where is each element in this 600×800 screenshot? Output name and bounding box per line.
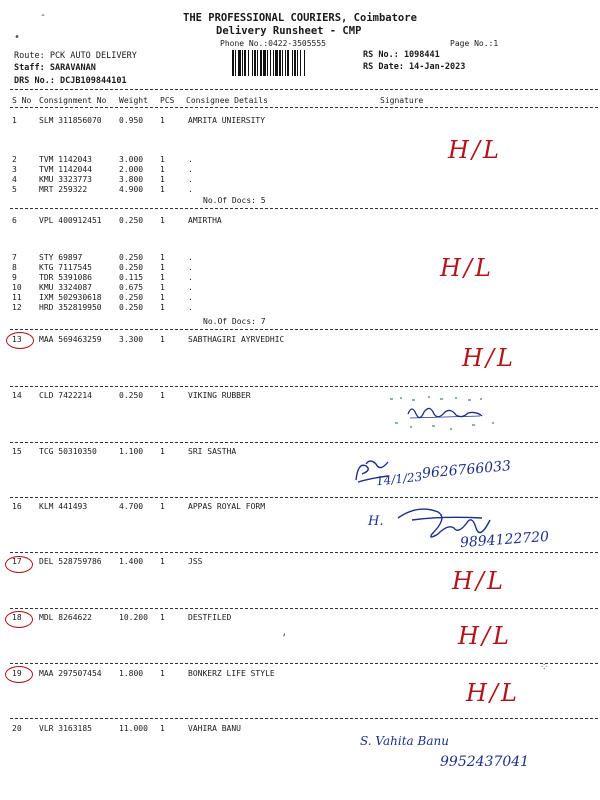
row-consignee: . [188, 253, 193, 262]
barcode-bar [300, 50, 301, 76]
divider [10, 442, 598, 443]
staff-label: Staff: [14, 63, 45, 73]
route-label: Route: PCK AUTO DELIVERY [14, 51, 137, 61]
signature-initial: H. [368, 514, 384, 529]
row-sno: 18 [12, 613, 22, 622]
row-consignment: SLM 311856070 [39, 116, 102, 125]
company-name: THE PROFESSIONAL COURIERS, Coimbatore [183, 12, 417, 24]
row-consignment: KLM 441493 [39, 502, 88, 511]
row-consignment: TVM 1142044 [39, 165, 92, 174]
row-pcs: 1 [160, 263, 165, 272]
row-consignment: HRD 352819950 [39, 303, 102, 312]
row-sno: 11 [12, 293, 22, 302]
row-consignee: . [188, 273, 193, 282]
divider [10, 107, 598, 108]
row-weight: 0.950 [119, 116, 144, 125]
row-consignment: VPL 400912451 [39, 216, 102, 225]
row-consignee: BONKERZ LIFE STYLE [188, 669, 275, 678]
row-sno: 6 [12, 216, 17, 225]
row-pcs: 1 [160, 391, 165, 400]
row-consignee: . [188, 175, 193, 184]
row-weight: 4.900 [119, 185, 144, 194]
row-consignment: CLD 7422214 [39, 391, 92, 400]
staff-line [14, 63, 96, 73]
row-weight: 3.300 [119, 335, 144, 344]
barcode-bar [287, 50, 289, 76]
barcode-bar [282, 50, 283, 76]
row-pcs: 1 [160, 185, 165, 194]
receiver-stamp [380, 392, 510, 440]
row-pcs: 1 [160, 283, 165, 292]
row-weight: 0.250 [119, 216, 144, 225]
col-consignment: Consignment No [39, 96, 107, 105]
row-consignment: DEL 528759786 [39, 557, 102, 566]
divider [10, 208, 598, 209]
row-sno: 3 [12, 165, 17, 174]
row-sno: 10 [12, 283, 22, 292]
row-pcs: 1 [160, 155, 165, 164]
phone-number: Phone No.:0422-3505555 [220, 39, 326, 48]
row-consignment: VLR 3163185 [39, 724, 92, 733]
row-pcs: 1 [160, 216, 165, 225]
signature-phone: 9626766033 [421, 458, 512, 482]
barcode-bar [252, 50, 253, 76]
row-consignee: . [188, 155, 193, 164]
row-weight: 0.675 [119, 283, 144, 292]
row-consignment: MAA 569463259 [39, 335, 102, 344]
row-sno: 2 [12, 155, 17, 164]
row-weight: 10.200 [119, 613, 148, 622]
row-consignee: . [188, 263, 193, 272]
row-consignee: JSS [188, 557, 203, 566]
row-consignee: . [188, 283, 193, 292]
row-consignee: . [188, 165, 193, 174]
row-pcs: 1 [160, 335, 165, 344]
row-pcs: 1 [160, 273, 165, 282]
divider [10, 89, 598, 90]
divider [10, 608, 598, 609]
row-weight: 4.700 [119, 502, 144, 511]
drs-number: DRS No.: DCJB109844101 [14, 76, 127, 86]
rs-number: RS No.: 1098441 [363, 50, 440, 60]
row-consignment: MAA 297507454 [39, 669, 102, 678]
col-sno: S No [12, 96, 32, 105]
row-consignee: VIKING RUBBER [188, 391, 251, 400]
row-sno: 16 [12, 502, 22, 511]
scan-speck: ⁘ [540, 662, 549, 673]
barcode-bar [270, 50, 271, 76]
barcode-bar [263, 50, 266, 76]
row-consignment: TVM 1142043 [39, 155, 92, 164]
hl-mark: H/L [462, 344, 516, 372]
row-pcs: 1 [160, 447, 165, 456]
row-weight: 3.800 [119, 175, 144, 184]
row-weight: 0.250 [119, 263, 144, 272]
row-pcs: 1 [160, 613, 165, 622]
row-sno: 15 [12, 447, 22, 456]
row-weight: 11.000 [119, 724, 148, 733]
row-sno: 17 [12, 557, 22, 566]
circle-mark [6, 332, 34, 349]
row-sno: 7 [12, 253, 17, 262]
divider [10, 386, 598, 387]
signature-name: S. Vahita Banu [360, 734, 449, 748]
row-pcs: 1 [160, 116, 165, 125]
barcode-bar [267, 50, 268, 76]
barcode-image [232, 50, 354, 76]
barcode-bar [254, 50, 256, 76]
barcode-bar [304, 50, 305, 76]
barcode-bar [292, 50, 293, 76]
row-weight: 0.250 [119, 253, 144, 262]
row-consignee: . [188, 293, 193, 302]
divider [10, 718, 598, 719]
row-sno: 4 [12, 175, 17, 184]
row-consignee: . [188, 303, 193, 312]
col-signature: Signature [380, 96, 424, 105]
row-consignment: IXM 502930618 [39, 293, 102, 302]
hl-mark: H/L [448, 136, 502, 164]
barcode-bar [285, 50, 286, 76]
row-pcs: 1 [160, 175, 165, 184]
row-sno: 9 [12, 273, 17, 282]
document-title: Delivery Runsheet - CMP [216, 25, 362, 37]
row-consignment: MDL 8264622 [39, 613, 92, 622]
barcode-bar [238, 50, 241, 76]
doc-count: No.Of Docs: 7 [203, 317, 266, 326]
row-pcs: 1 [160, 669, 165, 678]
row-consignment: KTG 7117545 [39, 263, 92, 272]
staff-name: SARAVANAN [49, 63, 96, 73]
row-weight: 1.100 [119, 447, 144, 456]
barcode-bar [275, 50, 278, 76]
row-consignee: VAHIRA BANU [188, 724, 241, 733]
col-weight: Weight [119, 96, 148, 105]
row-sno: 1 [12, 116, 17, 125]
col-pcs: PCS [160, 96, 175, 105]
circle-mark [5, 666, 33, 683]
row-sno: 13 [12, 335, 22, 344]
hl-mark: H/L [458, 622, 512, 650]
row-weight: 0.250 [119, 391, 144, 400]
row-pcs: 1 [160, 724, 165, 733]
divider [10, 552, 598, 553]
row-weight: 2.000 [119, 165, 144, 174]
row-pcs: 1 [160, 303, 165, 312]
barcode-bar [248, 50, 249, 76]
divider [10, 329, 598, 330]
row-consignee: DESTFILED [188, 613, 232, 622]
row-consignment: STY 69897 [39, 253, 83, 262]
row-pcs: 1 [160, 253, 165, 262]
barcode-bar [235, 50, 236, 76]
circle-mark [5, 611, 33, 628]
row-pcs: 1 [160, 557, 165, 566]
row-consignment: TCG 50310350 [39, 447, 97, 456]
row-sno: 8 [12, 263, 17, 272]
row-pcs: 1 [160, 293, 165, 302]
row-consignee: SRI SASTHA [188, 447, 237, 456]
barcode-bar [297, 50, 298, 76]
signature-phone: 9952437041 [440, 754, 530, 770]
row-consignee: . [188, 185, 193, 194]
barcode-bar [232, 50, 234, 76]
row-weight: 0.250 [119, 293, 144, 302]
row-sno: 5 [12, 185, 17, 194]
row-pcs: 1 [160, 502, 165, 511]
row-consignment: KMU 3324087 [39, 283, 92, 292]
signature-date: 14/1/23 [375, 469, 423, 489]
doc-count: No.Of Docs: 5 [203, 196, 266, 205]
row-sno: 14 [12, 391, 22, 400]
scan-speck: • [14, 32, 21, 43]
divider [10, 663, 598, 664]
row-consignment: TDR 5391086 [39, 273, 92, 282]
barcode-bar [244, 50, 246, 76]
row-weight: 3.000 [119, 155, 144, 164]
page-number: Page No.:1 [450, 39, 499, 48]
row-consignee: AMRITA UNIERSITY [188, 116, 266, 125]
barcode-bar [242, 50, 243, 76]
hl-mark: H/L [440, 254, 494, 282]
circle-mark [5, 556, 33, 573]
barcode-bar [279, 50, 281, 76]
row-weight: 1.400 [119, 557, 144, 566]
row-weight: 1.800 [119, 669, 144, 678]
hl-mark: H/L [452, 567, 506, 595]
barcode-bar [260, 50, 262, 76]
row-consignee: APPAS ROYAL FORM [188, 502, 266, 511]
divider [10, 497, 598, 498]
row-weight: 0.250 [119, 303, 144, 312]
signature-phone: 9894122720 [459, 528, 550, 552]
barcode-bar [257, 50, 258, 76]
barcode-bar [294, 50, 296, 76]
row-consignment: KMU 3323773 [39, 175, 92, 184]
scan-speck: ʼ [281, 633, 288, 644]
row-weight: 0.115 [119, 273, 144, 282]
col-consignee-details: Consignee Details [186, 96, 268, 105]
row-pcs: 1 [160, 165, 165, 174]
row-consignment: MRT 259322 [39, 185, 88, 194]
row-sno: 20 [12, 724, 22, 733]
row-sno: 12 [12, 303, 22, 312]
scan-speck: ˆ [40, 14, 47, 25]
hl-mark: H/L [466, 679, 520, 707]
row-sno: 19 [12, 669, 22, 678]
row-consignee: SABTHAGIRI AYRVEDHIC [188, 335, 285, 344]
barcode-bar [273, 50, 274, 76]
row-consignee: AMIRTHA [188, 216, 222, 225]
rs-date: RS Date: 14-Jan-2023 [363, 62, 466, 72]
